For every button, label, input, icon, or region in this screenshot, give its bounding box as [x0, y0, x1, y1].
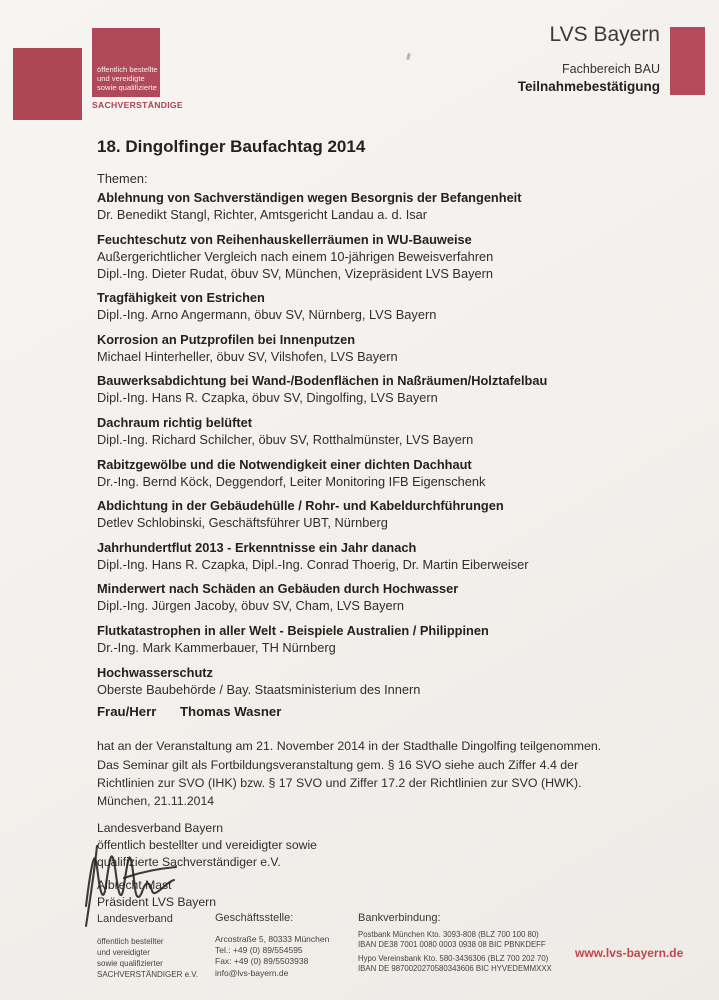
topic-item [97, 664, 657, 698]
attendee-row [97, 704, 282, 719]
signature-block [97, 820, 317, 911]
topic-speaker-lines [97, 597, 657, 614]
topic-speaker-lines [97, 348, 657, 365]
confirmation-line: Richtlinien zur SVO (IHK) bzw. § 17 SVO und Ziffer 17.2 der Richtlinien zur SVO (HWK). [97, 776, 582, 791]
topic-speaker-lines [97, 206, 657, 223]
topic-item [97, 231, 657, 282]
topic-item [97, 539, 657, 573]
topics-label: Themen: [97, 171, 148, 186]
topic-speaker-line: Dipl.-Ing. Arno Angermann, öbuv SV, Nürnberg, LVS Bayern [97, 307, 437, 323]
header-right-red-block [670, 27, 705, 95]
topic-title: Minderwert nach Schäden an Gebäuden durch Hochwasser [97, 581, 459, 597]
footer-bank2-lines [358, 954, 552, 974]
topic-speaker-lines [97, 389, 657, 406]
topic-item [97, 414, 657, 448]
footer-col3-header: Bankverbindung: [358, 912, 441, 924]
topic-item [97, 331, 657, 365]
topic-speaker-line: Oberste Baubehörde / Bay. Staatsministerium des Innern [97, 681, 421, 697]
confirmation-paragraph [97, 737, 601, 793]
topic-item [97, 289, 657, 323]
topic-speaker-lines [97, 639, 657, 656]
footer-line: sowie qualifizierter [97, 959, 163, 968]
topic-speaker-line: Dipl.-Ing. Hans R. Czapka, öbuv SV, Dingolfing, LVS Bayern [97, 390, 438, 406]
topic-title: Rabitzgewölbe und die Notwendigkeit einer dichten Dachhaut [97, 456, 472, 472]
logo-caption: SACHVERSTÄNDIGE [92, 100, 183, 110]
topic-speaker-line: Dipl.-Ing. Jürgen Jacoby, öbuv SV, Cham, LVS Bayern [97, 598, 405, 614]
topic-title: Flutkatastrophen in aller Welt - Beispiele Australien / Philippinen [97, 622, 489, 638]
topic-speaker-lines [97, 306, 657, 323]
topic-title: Korrosion an Putzprofilen bei Innenputzen [97, 331, 356, 347]
topic-speaker-line: Dr.-Ing. Mark Kammerbauer, TH Nürnberg [97, 639, 336, 655]
place-date: München, 21.11.2014 [97, 794, 215, 808]
topic-speaker-line: Michael Hinterheller, öbuv SV, Vilshofen, LVS Bayern [97, 348, 398, 364]
attendee-name: Thomas Wasner [180, 704, 282, 719]
topic-title: Dachraum richtig belüftet [97, 414, 253, 430]
logo-text-lines [97, 65, 158, 92]
topic-item [97, 372, 657, 406]
page-title: 18. Dingolfinger Baufachtag 2014 [97, 137, 366, 156]
confirmation-line: hat an der Veranstaltung am 21. November 2014 in der Stadthalle Dingolfing teilgenommen. [97, 739, 602, 753]
footer-line: Postbank München Kto. 3093-808 (BLZ 700 100 80) [358, 930, 539, 939]
topic-item [97, 456, 657, 490]
topic-speaker-line: Dr. Benedikt Stangl, Richter, Amtsgericht Landau a. d. Isar [97, 207, 428, 222]
footer-line: IBAN DE38 7001 0080 0003 0938 08 BIC PBNKDEFF [358, 940, 546, 949]
footer-line: Hypo Vereinsbank Kto. 580-3436306 (BLZ 700 202 70) [358, 954, 549, 963]
topic-title: Tragfähigkeit von Estrichen [97, 290, 265, 306]
signature-org-lines [97, 820, 317, 872]
topic-speaker-line: Außergerichtlicher Vergleich nach einem 10-jährigen Beweisverfahren [97, 248, 494, 264]
topic-speaker-lines [97, 514, 657, 531]
org-name: LVS Bayern [549, 23, 660, 46]
topic-speaker-line: Dr.-Ing. Bernd Köck, Deggendorf, Leiter Monitoring IFB Eigenschenk [97, 473, 486, 489]
logo-text-line: und vereidigte [97, 74, 145, 83]
topic-item [97, 497, 657, 531]
footer-line: Tel.: +49 (0) 89/554595 [215, 945, 303, 956]
topic-item [97, 189, 657, 223]
topic-title: Jahrhundertflut 2013 - Erkenntnisse ein Jahr danach [97, 539, 417, 555]
topic-speaker-lines [97, 431, 657, 448]
footer-col2-lines [215, 934, 329, 979]
footer-line: info@lvs-bayern.de [215, 967, 289, 978]
signature-org-line: öffentlich bestellter und vereidigter sowie [97, 838, 317, 853]
topic-title: Hochwasserschutz [97, 664, 213, 680]
topic-speaker-lines [97, 248, 657, 282]
footer-line: IBAN DE 9870020270580343606 BIC HYVEDEMMXXX [358, 964, 552, 973]
topic-speaker-lines [97, 556, 657, 573]
footer-line: und vereidigter [97, 948, 150, 957]
logo-text-line: öffentlich bestellte [97, 65, 158, 74]
topic-title: Feuchteschutz von Reihenhauskellerräumen in WU-Bauweise [97, 231, 472, 247]
footer-col2-header: Geschäftsstelle: [215, 912, 294, 924]
topic-speaker-line: Dipl.-Ing. Hans R. Czapka, Dipl.-Ing. Conrad Thoerig, Dr. Martin Eiberweiser [97, 556, 529, 572]
signature-org-line: qualifizierte Sachverständiger e.V. [97, 855, 281, 870]
signer-title: Präsident LVS Bayern [97, 894, 217, 909]
logo-square-large [92, 28, 160, 97]
topic-speaker-lines [97, 681, 657, 698]
confirmation-line: Das Seminar gilt als Fortbildungsveranstaltung gem. § 16 SVO siehe auch Ziffer 4.4 der [97, 757, 579, 772]
footer-bank1-lines [358, 930, 546, 950]
logo-square-small [13, 48, 82, 120]
topics-list [97, 189, 657, 705]
topic-item [97, 622, 657, 656]
footer-line: Arcostraße 5, 80333 München [215, 934, 330, 944]
topic-speaker-line: Dipl.-Ing. Richard Schilcher, öbuv SV, Rotthalmünster, LVS Bayern [97, 431, 474, 447]
topic-speaker-line: Detlev Schlobinski, Geschäftsführer UBT, Nürnberg [97, 515, 388, 531]
footer-line: öffentlich bestellter [97, 937, 164, 946]
topic-title: Abdichtung in der Gebäudehülle / Rohr- und Kabeldurchführungen [97, 498, 504, 514]
topic-speaker-lines [97, 473, 657, 490]
topic-title: Bauwerksabdichtung bei Wand-/Bodenflächen in Naßräumen/Holztafelbau [97, 373, 548, 389]
footer-col1-lines [97, 936, 198, 980]
topic-item [97, 580, 657, 614]
logo-text-line: sowie qualifizierte [97, 83, 157, 92]
scan-artifact-speck [406, 53, 411, 61]
signature-org-line: Landesverband Bayern [97, 821, 224, 835]
topic-speaker-line: Dipl.-Ing. Dieter Rudat, öbuv SV, München, Vizepräsident LVS Bayern [97, 265, 493, 281]
footer-line: Fax: +49 (0) 89/5503938 [215, 956, 309, 967]
signer-name: Albrecht Mast [97, 877, 172, 892]
department-label: Fachbereich BAU [562, 62, 660, 76]
document-type-label: Teilnahmebestätigung [517, 79, 660, 94]
website-url: www.lvs-bayern.de [575, 946, 684, 960]
attendee-salutation: Frau/Herr [97, 704, 157, 719]
footer-col1-header: Landesverband [97, 913, 173, 925]
topic-title: Ablehnung von Sachverständigen wegen Besorgnis der Befangenheit [97, 190, 522, 205]
footer-line: SACHVERSTÄNDIGER e.V. [97, 970, 199, 979]
